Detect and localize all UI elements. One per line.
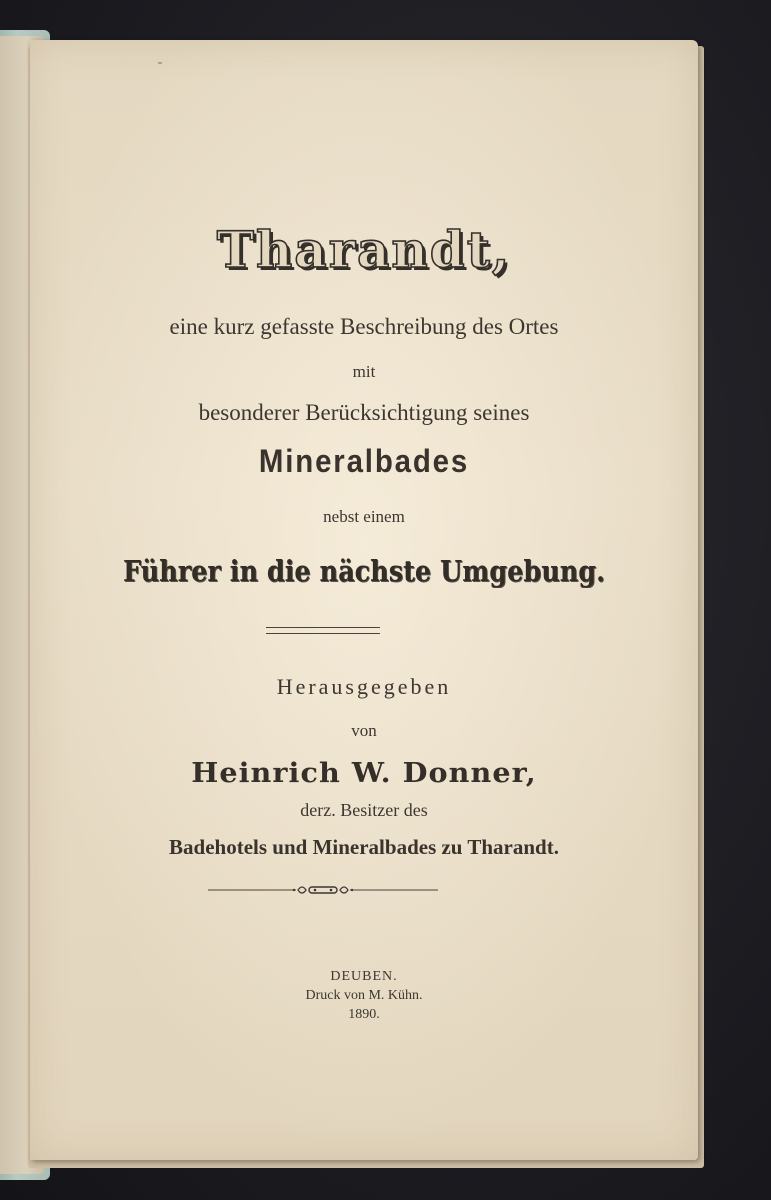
fuehrer-heading: Führer in die nächste Umgebung.	[122, 554, 606, 588]
von-line: von	[351, 721, 377, 740]
subtitle-line-1: eine kurz gefasste Beschreibung des Ortes	[169, 314, 559, 339]
book-title: Tharandt,	[216, 220, 512, 279]
paper-speck	[158, 62, 162, 64]
double-rule-divider	[266, 627, 380, 634]
herausgegeben-line: Herausgegeben	[276, 674, 452, 699]
mineralbades-heading: Mineralbades	[258, 443, 470, 479]
subtitle-mit: mit	[352, 362, 376, 381]
imprint-year: 1890.	[348, 1007, 380, 1022]
title-page	[30, 40, 698, 1160]
imprint-place: DEUBEN.	[330, 969, 398, 984]
subtitle-line-2: besonderer Berücksichtigung seines	[198, 400, 530, 425]
author-affiliation: Badehotels und Mineralbades zu Tharandt.	[169, 835, 559, 859]
author-name: Heinrich W. Donner,	[191, 758, 537, 789]
scroll-ornament-icon	[208, 880, 438, 900]
nebst-einem-line: nebst einem	[323, 507, 405, 526]
author-role: derz. Besitzer des	[300, 800, 428, 820]
imprint-printer: Druck von M. Kühn.	[305, 988, 423, 1003]
